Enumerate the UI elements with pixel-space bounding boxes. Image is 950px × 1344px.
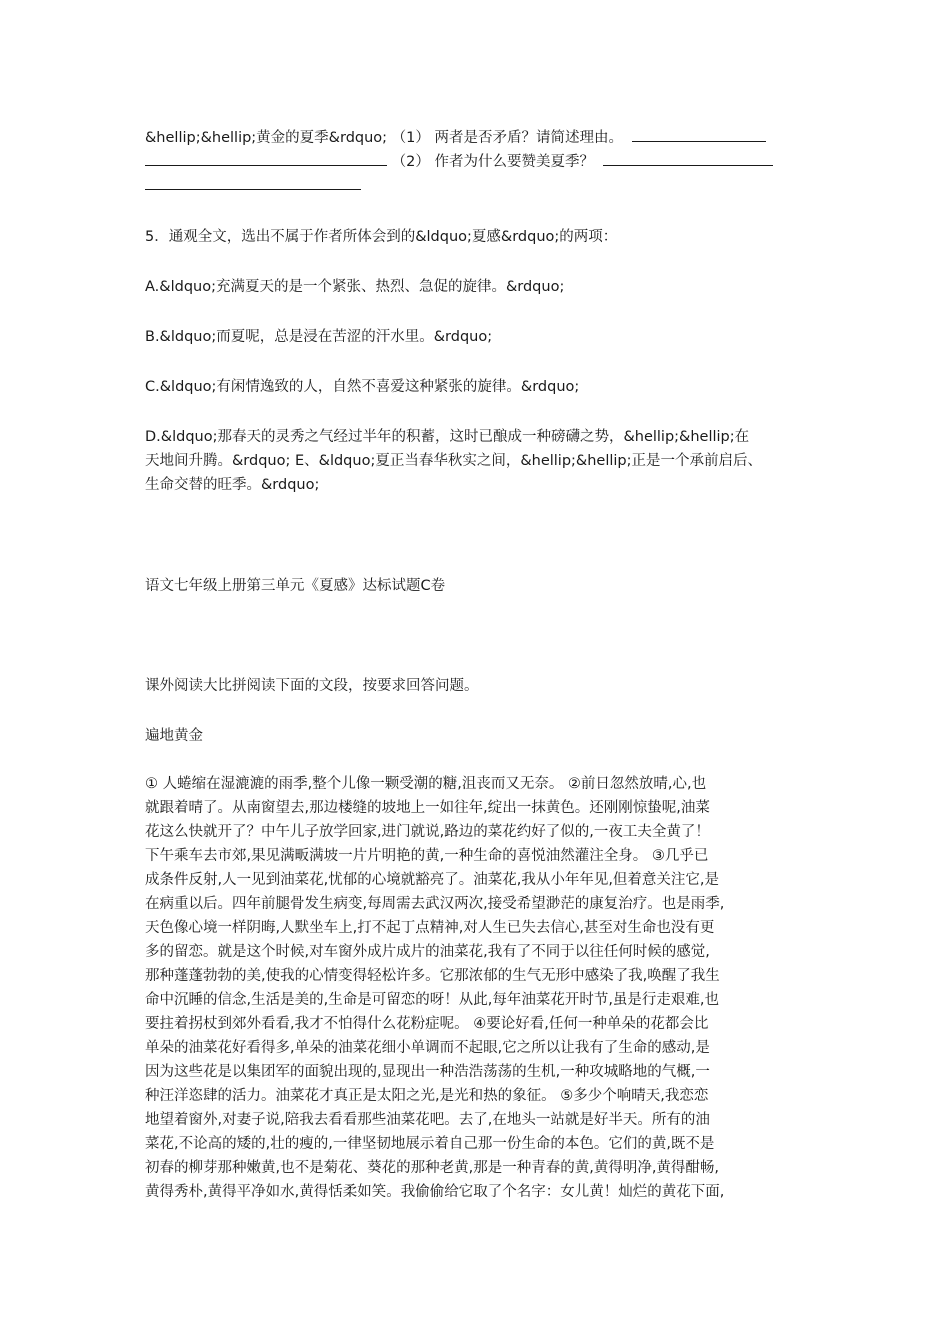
option-a: A.&ldquo;充满夏天的是一个紧张、热烈、急促的旋律。&rdquo; xyxy=(145,279,565,295)
passage-line: 花这么快就开了？中午儿子放学回家,进门就说,路边的菜花约好了似的,一夜工夫全黄了！ xyxy=(145,824,710,840)
passage-line: 那种蓬蓬勃勃的美,使我的心情变得轻松许多。它那浓郁的生气无形中感染了我,唤醒了我生 xyxy=(145,968,720,984)
option-d-line-1: D.&ldquo;那春天的灵秀之气经过半年的积蓄，这时已酿成一种磅礴之势，&hellip;&hellip;在 xyxy=(145,429,750,445)
passage-line: 成条件反射,人一见到油菜花,忧郁的心境就豁亮了。油菜花,我从小年年见,但着意关注它,是 xyxy=(145,872,720,888)
passage-line: 菜花,不论高的矮的,壮的瘦的,一律坚韧地展示着自己那一份生命的本色。它们的黄,既不是 xyxy=(145,1136,715,1152)
reading-instruction: 课外阅读大比拼阅读下面的文段，按要求回答问题。 xyxy=(145,678,479,694)
answer-blank-2a[interactable] xyxy=(603,149,773,166)
question-4-line-2 xyxy=(145,149,817,173)
question-4-line-1 xyxy=(145,125,817,149)
option-b: B.&ldquo;而夏呢，总是浸在苦涩的汗水里。&rdquo; xyxy=(145,329,493,345)
passage-line: 因为这些花是以集团军的面貌出现的,显现出一种浩浩荡荡的生机,一种攻城略地的气概,一 xyxy=(145,1064,710,1080)
section-title: 语文七年级上册第三单元《夏感》达标试题C卷 xyxy=(145,578,446,594)
answer-blank-2b[interactable] xyxy=(145,173,361,190)
question-4-text-2: （2） 作者为什么要赞美夏季？ xyxy=(391,154,594,170)
passage-title: 遍地黄金 xyxy=(145,728,203,744)
passage-line: 初春的柳芽那种嫩黄,也不是菊花、葵花的那种老黄,那是一种青春的黄,黄得明净,黄得酣畅, xyxy=(145,1160,720,1176)
passage-line: ① 人蜷缩在湿漉漉的雨季,整个儿像一颗受潮的糖,沮丧而又无奈。 ②前日忽然放晴,心,也 xyxy=(145,776,707,792)
passage-body xyxy=(145,772,817,1204)
passage-line: 命中沉睡的信念,生活是美的,生命是可留恋的呀！从此,每年油菜花开时节,虽是行走艰难,也 xyxy=(145,992,720,1008)
option-d-line-2: 天地间升腾。&rdquo; E、&ldquo;夏正当春华秋实之间，&hellip;&hellip;正是一个承前启后、 xyxy=(145,453,763,469)
passage-line: 单朵的油菜花好看得多,单朵的油菜花细小单调而不起眼,它之所以让我有了生命的感动,是 xyxy=(145,1040,710,1056)
question-4-block xyxy=(145,125,817,197)
question-4-line-3 xyxy=(145,173,817,197)
passage-line: 在病重以后。四年前腿骨发生病变,每周需去武汉两次,接受希望渺茫的康复治疗。也是雨季, xyxy=(145,896,725,912)
passage-line: 种汪洋恣肆的活力。油菜花才真正是太阳之光,是光和热的象征。 ⑤多少个响晴天,我恋恋 xyxy=(145,1088,709,1104)
passage-line: 黄得秀朴,黄得平净如水,黄得恬柔如笑。我偷偷给它取了个名字：女儿黄！灿烂的黄花下面, xyxy=(145,1184,725,1200)
question-5-stem: 5．通观全文，选出不属于作者所体会到的&ldquo;夏感&rdquo;的两项： xyxy=(145,229,618,245)
option-d-line-3: 生命交替的旺季。&rdquo; xyxy=(145,477,320,493)
question-4-text-1: &hellip;&hellip;黄金的夏季&rdquo; （1） 两者是否矛盾？请简述理由。 xyxy=(145,130,623,146)
option-d-block xyxy=(145,425,817,497)
passage-line: 就跟着晴了。从南窗望去,那边楼缝的坡地上一如往年,绽出一抹黄色。还刚刚惊蛰呢,油菜 xyxy=(145,800,710,816)
passage-line: 要拄着拐杖到郊外看看,我才不怕得什么花粉症呢。 ④要论好看,任何一种单朵的花都会比 xyxy=(145,1016,709,1032)
answer-blank-1a[interactable] xyxy=(632,125,766,142)
answer-blank-1b[interactable] xyxy=(145,149,387,166)
passage-line: 多的留恋。就是这个时候,对车窗外成片成片的油菜花,我有了不同于以往任何时候的感觉, xyxy=(145,944,710,960)
passage-line: 地望着窗外,对妻子说,陪我去看看那些油菜花吧。去了,在地头一站就是好半天。所有的油 xyxy=(145,1112,710,1128)
passage-line: 下午乘车去市郊,果见满畈满坡一片片明艳的黄,一种生命的喜悦油然灌注全身。 ③几乎已 xyxy=(145,848,709,864)
option-c: C.&ldquo;有闲情逸致的人，自然不喜爱这种紧张的旋律。&rdquo; xyxy=(145,379,580,395)
passage-line: 天色像心境一样阴晦,人默坐车上,打不起丁点精神,对人生已失去信心,甚至对生命也没有更 xyxy=(145,920,715,936)
